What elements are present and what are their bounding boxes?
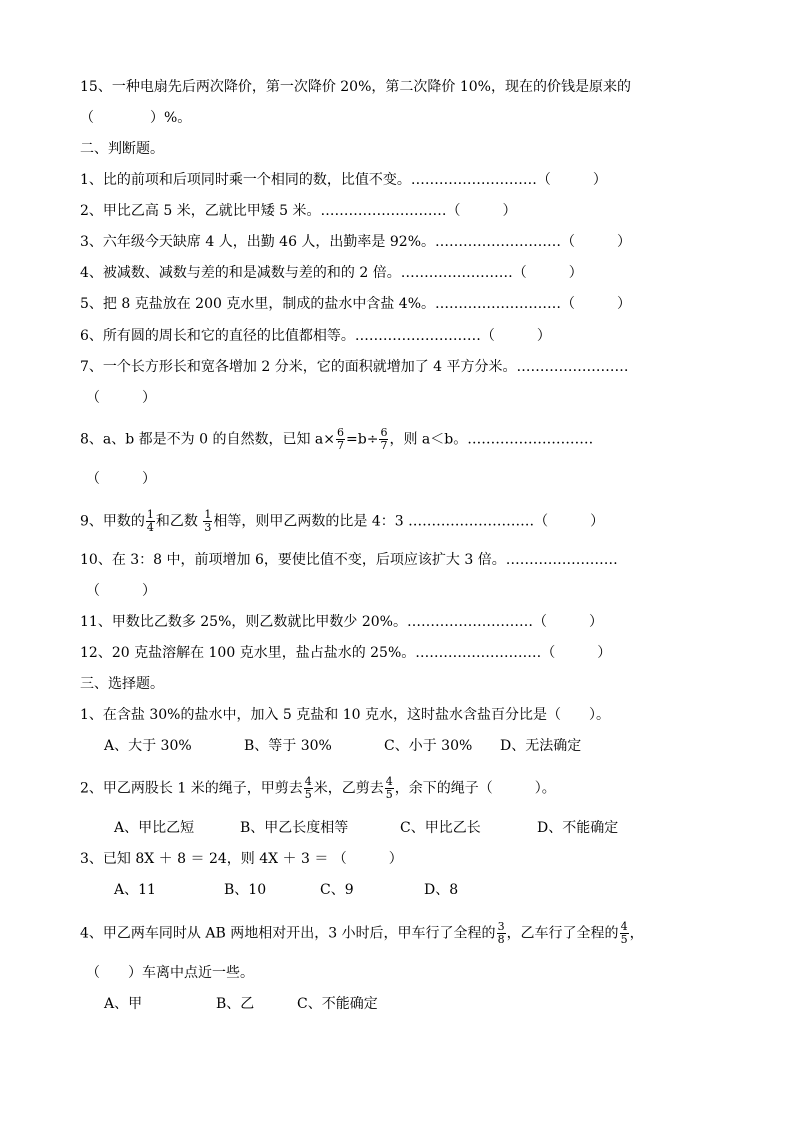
judge-q9-mid: 和乙数 [155,513,203,530]
choice-q1: 1、在含盐 30%的盐水中，加入 5 克盐和 10 克水，这时盐水含盐百分比是（ ）。 [80,707,610,723]
choice-q3-option-c: C、9 [320,882,354,898]
fraction-6-7-second [379,427,388,452]
section2-title: 二、判断题。 [80,141,164,157]
judge-q3: 3、六年级今天缺席 4 人，出勤 46 人，出勤率是 92%。………………………（ ） [80,234,631,250]
fraction-6-7 [336,427,345,452]
section3-title: 三、选择题。 [80,676,164,692]
choice-q2 [80,776,556,801]
judge-q4: 4、被减数、减数与差的和是减数与差的和的 2 倍。……………………（ ） [80,265,583,281]
fraction-numerator: 4 [620,920,628,933]
judge-q8-post: ，则 a＜b。……………………… [389,431,594,448]
q15-line2: （ ）%。 [80,110,192,126]
judge-q9-post: 相等，则甲乙两数的比是 4：3 ………………………（ ） [213,513,605,530]
choice-q2-option-b: B、甲乙长度相等 [240,820,349,836]
choice-q3-option-b: B、10 [224,882,267,898]
fraction-denominator: 5 [385,788,393,801]
judge-q11: 11、甲数比乙数多 25%，则乙数就比甲数少 20%。………………………（ ） [80,614,603,630]
choice-q2-option-d: D、不能确定 [537,820,619,836]
fraction-denominator: 7 [380,439,388,452]
fraction-denominator: 7 [337,439,345,452]
q15-line1: 15、一种电扇先后两次降价，第一次降价 20%，第二次降价 10%，现在的价钱是原来的 [80,79,631,95]
choice-q4-post: ， [629,925,644,942]
fraction-numerator: 1 [204,508,212,521]
choice-q4 [80,921,644,946]
fraction-denominator: 5 [620,933,628,946]
choice-q1-option-d: D、无法确定 [500,738,582,754]
judge-q1: 1、比的前项和后项同时乘一个相同的数，比值不变。………………………（ ） [80,172,607,188]
judge-q8-mid: =b÷ [346,431,379,448]
judge-q6: 6、所有圆的周长和它的直径的比值都相等。………………………（ ） [80,328,551,344]
choice-q2-post: ，余下的绳子（ ）。 [394,780,556,797]
judge-q8-paren: （ ） [86,471,156,487]
fraction-denominator: 8 [497,933,505,946]
fraction-numerator: 1 [146,508,154,521]
fraction-4-5-third [620,921,629,946]
choice-q2-option-c: C、甲比乙长 [400,820,481,836]
choice-q1-option-c: C、小于 30% [384,738,473,754]
choice-q4-pre: 4、甲乙两车同时从 AB 两地相对开出，3 小时后，甲车行了全程的 [80,925,496,942]
choice-q1-option-a: A、大于 30% [104,738,192,754]
judge-q8-pre: 8、a、b 都是不为 0 的自然数，已知 a× [80,431,336,448]
fraction-numerator: 4 [385,775,393,788]
fraction-denominator: 3 [204,521,212,534]
fraction-denominator: 4 [146,521,154,534]
fraction-1-3 [203,509,212,534]
judge-q7: 7、一个长方形长和宽各增加 2 分米，它的面积就增加了 4 平方分米。…………………… [80,359,629,375]
judge-q2: 2、甲比乙高 5 米，乙就比甲矮 5 米。………………………（ ） [80,203,517,219]
fraction-numerator: 6 [380,426,388,439]
fraction-4-5 [304,776,313,801]
fraction-1-4 [146,509,155,534]
fraction-numerator: 3 [497,920,505,933]
fraction-denominator: 5 [304,788,312,801]
judge-q12: 12、20 克盐溶解在 100 克水里，盐占盐水的 25%。………………………（ ） [80,645,612,661]
judge-q7-paren: （ ） [86,390,156,406]
choice-q3: 3、已知 8X ＋ 8 ＝ 24，则 4X ＋ 3 ＝ （ ） [80,851,403,867]
choice-q4-line2: （ ）车离中点近一些。 [86,965,254,981]
judge-q8 [80,427,593,452]
choice-q4-option-a: A、甲 [104,996,143,1012]
judge-q9-pre: 9、甲数的 [80,513,145,530]
choice-q4-option-c: C、不能确定 [297,996,378,1012]
judge-q10: 10、在 3：8 中，前项增加 6，要使比值不变，后项应该扩大 3 倍。…………………… [80,552,618,568]
fraction-4-5-second [385,776,394,801]
fraction-numerator: 4 [304,775,312,788]
choice-q2-pre: 2、甲乙两股长 1 米的绳子，甲剪去 [80,780,303,797]
choice-q4-option-b: B、乙 [216,996,255,1012]
judge-q10-paren: （ ） [86,583,156,599]
choice-q2-option-a: A、甲比乙短 [114,820,195,836]
choice-q1-option-b: B、等于 30% [244,738,332,754]
fraction-3-8 [497,921,506,946]
choice-q4-mid: ，乙车行了全程的 [506,925,619,942]
choice-q3-option-a: A、11 [114,882,156,898]
choice-q2-mid: 米，乙剪去 [313,780,384,797]
judge-q5: 5、把 8 克盐放在 200 克水里，制成的盐水中含盐 4%。………………………（ ） [80,296,631,312]
fraction-numerator: 6 [337,426,345,439]
choice-q3-option-d: D、8 [424,882,459,898]
judge-q9 [80,509,604,534]
